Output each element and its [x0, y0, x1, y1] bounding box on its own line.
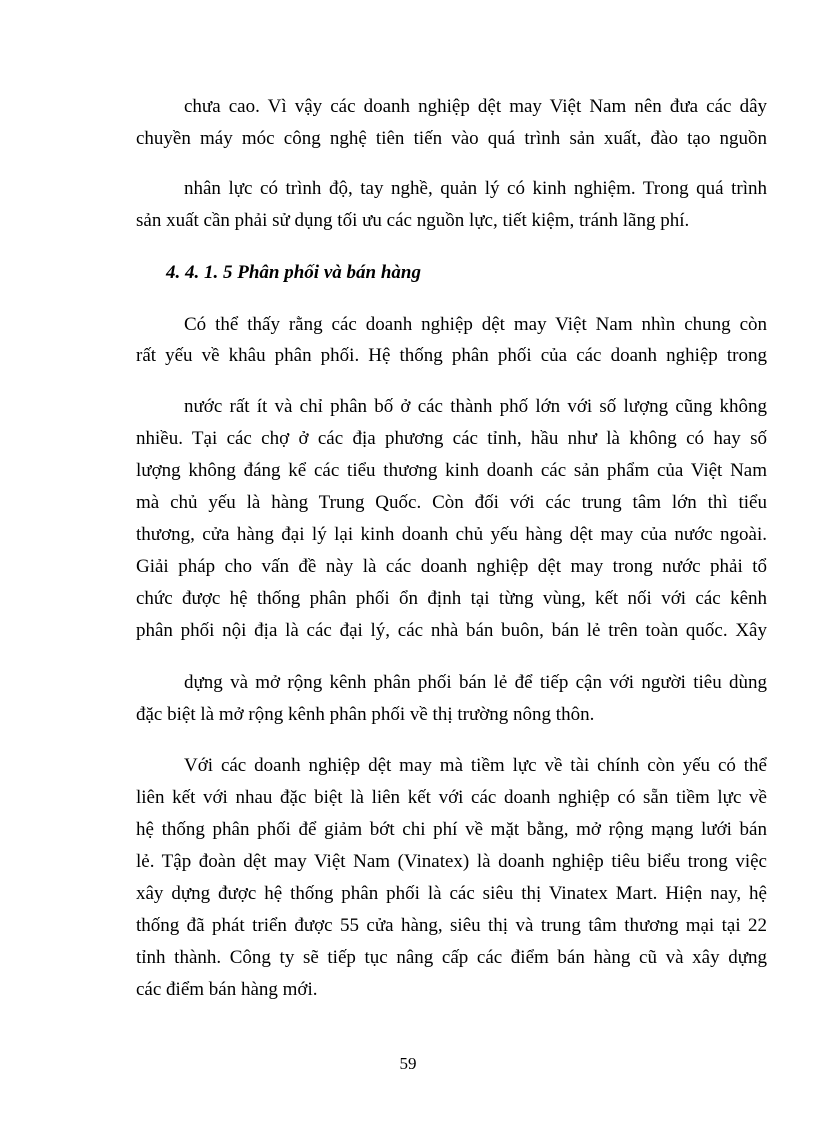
paragraph-line: chức được hệ thống phân phối ổn định tại từng vùng, kết nối với các kênh — [136, 588, 767, 609]
paragraph-line: các điểm bán hàng mới. — [136, 979, 318, 1000]
paragraph-line: chưa cao. Vì vậy các doanh nghiệp dệt may Việt Nam nên đưa các dây — [184, 96, 767, 117]
paragraph-line: thương, cửa hàng đại lý lại kinh doanh chủ yếu hàng dệt may của nước ngoài. — [136, 524, 767, 545]
paragraph-line: dựng và mở rộng kênh phân phối bán lẻ để tiếp cận với người tiêu dùng — [184, 672, 767, 693]
paragraph-line: rất yếu về khâu phân phối. Hệ thống phân phối của các doanh nghiệp trong — [136, 345, 767, 366]
paragraph-line: liên kết với nhau đặc biệt là liên kết với các doanh nghiệp có sẵn tiềm lực về — [136, 787, 767, 808]
paragraph-line: tỉnh thành. Công ty sẽ tiếp tục nâng cấp các điểm bán hàng cũ và xây dựng — [136, 947, 767, 968]
paragraph-line: sản xuất cần phải sử dụng tối ưu các nguồn lực, tiết kiệm, tránh lãng phí. — [136, 210, 690, 231]
paragraph-line: Có thể thấy rằng các doanh nghiệp dệt may Việt Nam nhìn chung còn — [184, 314, 767, 335]
paragraph-line: nhân lực có trình độ, tay nghề, quản lý có kinh nghiệm. Trong quá trình — [184, 178, 767, 199]
paragraph-line: lượng không đáng kể các tiểu thương kinh doanh các sản phẩm của Việt Nam — [136, 460, 767, 481]
paragraph-line: nhiều. Tại các chợ ở các địa phương các tỉnh, hầu như là không có hay số — [136, 428, 767, 449]
page-number: 59 — [399, 1054, 417, 1073]
paragraph-line: hệ thống phân phối để giảm bớt chi phí về mặt bằng, mở rộng mạng lưới bán — [136, 819, 767, 840]
paragraph-line: Giải pháp cho vấn đề này là các doanh nghiệp dệt may trong nước phải tổ — [136, 556, 767, 577]
paragraph-line: nước rất ít và chỉ phân bố ở các thành phố lớn với số lượng cũng không — [184, 396, 767, 417]
paragraph-line: chuyền máy móc công nghệ tiên tiến vào quá trình sản xuất, đào tạo nguồn — [136, 128, 767, 149]
paragraph-line: mà chủ yếu là hàng Trung Quốc. Còn đối với các trung tâm lớn thì tiểu — [136, 492, 767, 513]
paragraph-line: lẻ. Tập đoàn dệt may Việt Nam (Vinatex) là doanh nghiệp tiêu biểu trong việc — [136, 851, 767, 872]
paragraph-line: đặc biệt là mở rộng kênh phân phối về thị trường nông thôn. — [136, 704, 595, 725]
paragraph-line: xây dựng được hệ thống phân phối là các siêu thị Vinatex Mart. Hiện nay, hệ — [136, 883, 767, 904]
paragraph-line: phân phối nội địa là các đại lý, các nhà bán buôn, bán lẻ trên toàn quốc. Xây — [136, 620, 767, 641]
paragraph-line: thống đã phát triển được 55 cửa hàng, siêu thị và trung tâm thương mại tại 22 — [136, 915, 767, 936]
section-heading: 4. 4. 1. 5 Phân phối và bán hàng — [166, 262, 421, 283]
paragraph-line: Với các doanh nghiệp dệt may mà tiềm lực về tài chính còn yếu có thể — [184, 755, 767, 776]
